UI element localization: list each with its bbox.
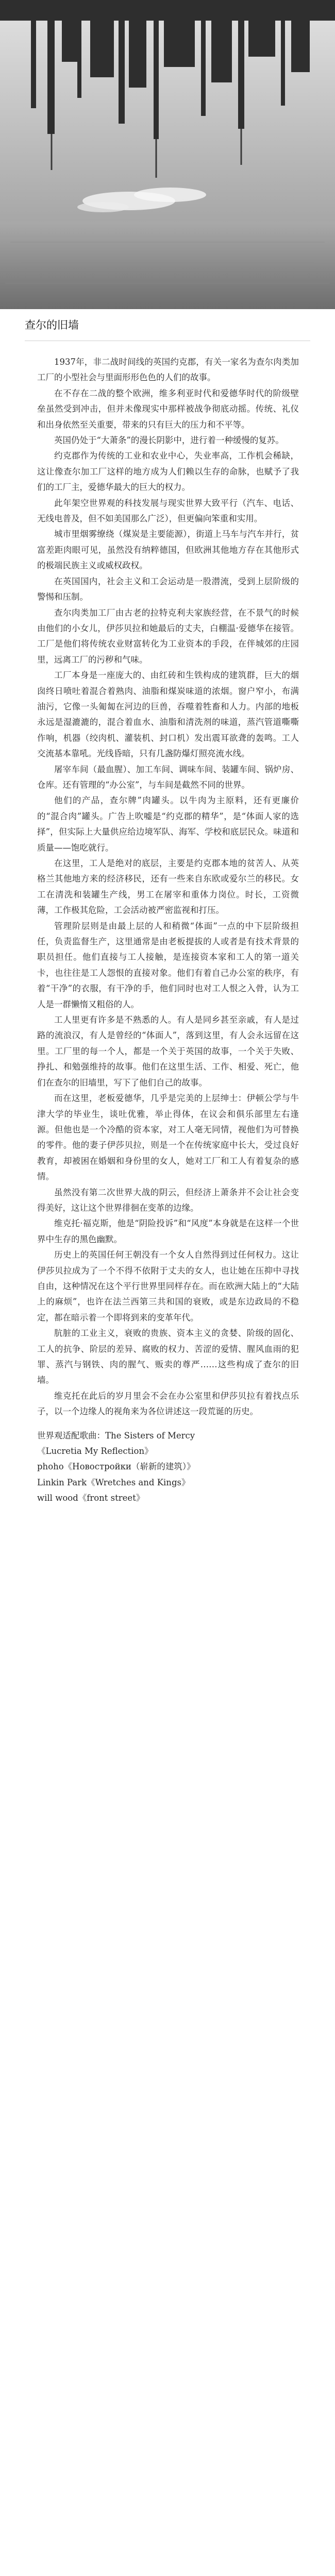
credit-song: 《Lucretia My Reflection》 bbox=[37, 1446, 153, 1456]
credit-song: phoho《Новостройки（崭新的建筑）》 bbox=[37, 1462, 195, 1472]
paragraph: 屠宰车间（最血腥）、加工车间、调味车间、装罐车间、锅炉房、仓库。还有管理的“办公室”，与车间是截然不同的世界。 bbox=[37, 764, 299, 790]
article-body bbox=[0, 354, 335, 1506]
paragraph: 在英国国内，社会主义和工会运动是一股潜流，受到上层阶级的警惕和压制。 bbox=[37, 576, 299, 602]
paragraph: 在不存在二战的整个欧洲，维多利亚时代和爱德华时代的阶级壁垒虽然受到冲击，但并未像现实中那样被战争彻底动摇。传统、礼仪和出身依然至关重要，带来的只有巨大的压力和不平等。 bbox=[37, 388, 299, 430]
paragraph: 肮脏的工业主义，衰败的贵族、资本主义的贪婪、阶级的固化、工人的抗争、阶层的差异、腐败的权力、苦涩的爱情、腥风血雨的犯罪、蒸汽与钢铁、肉的腥气、贩卖的尊严……这些构成了查尔的旧墙。 bbox=[37, 1328, 299, 1385]
article bbox=[0, 317, 335, 1506]
paragraph: 历史上的英国任何王朝没有一个女人自然得到过任何权力。这让伊莎贝拉成为了一个不得不依附于丈夫的女人，也让她在压抑中寻找自由，这种情况在这个平行世界里同样存在。而在欧洲大陆上的“大陆上的麻烦”，也许在法兰西第三共和国的衰败，或是东边政局的不稳定，都在暗示着一个即将到来的变革年代。 bbox=[37, 1250, 299, 1323]
paragraph: 维克托在此后的岁月里会不会在办公室里和伊莎贝拉有着找点乐子，以一个边缘人的视角来为各位讲述这一段荒诞的历史。 bbox=[37, 1391, 299, 1417]
credits-heading: 世界观适配歌曲：The Sisters of Mercy bbox=[37, 1430, 195, 1440]
industrial-reflection-image bbox=[0, 0, 335, 309]
hero-image bbox=[0, 0, 335, 309]
song-credits bbox=[37, 1428, 299, 1506]
paragraph: 英国仍处于“大萧条”的漫长阴影中，进行着一种缓慢的复苏。 bbox=[54, 435, 284, 446]
paragraph: 维克托·福克斯，他是“阴险投诉”和“风度”本身就是在这样一个世界中生存的黑色幽默。 bbox=[37, 1218, 299, 1244]
paragraph: 管理阶层则是由最上层的人和稍微“体面”一点的中下层阶级担任，负责监督生产，这里通常是由老板提拔的人或者是有技术背景的职员担任。他们直接与工人接触，是连接资本家和工人的第一道关卡，也往往是工人怨恨的直接对象。他们有着自己办公室的秩序，有着“干净”的衣服，有干净的手，他们同时也对工人恨之入骨，认为工人是一群懒惰又粗俗的人。 bbox=[37, 921, 299, 1009]
paragraph: 此年架空世界观的科技发展与现实世界大致平行（汽车、电话、无线电普及，但不如美国那么广泛），但更偏向笨重和实用。 bbox=[37, 498, 299, 524]
paragraph: 城市里烟雾缭绕（煤炭是主要能源），街道上马车与汽车并行，贫富差距肉眼可见，虽然没有纳粹德国，但欧洲其他地方存在其他形式的极端民族主义或威权政权。 bbox=[37, 529, 299, 571]
credit-song: will wood《front street》 bbox=[37, 1493, 145, 1503]
article-title: 查尔的旧墙 bbox=[25, 319, 79, 331]
paragraph: 约克郡作为传统的工业和农业中心，失业率高，工作机会稀缺，这让像查尔加工厂这样的地方成为人们赖以生存的命脉，也赋予了我们的工厂主，爱德华最大的巨大的权力。 bbox=[37, 451, 299, 493]
paragraph: 而在这里，老板爱德华，几乎是完美的上层绅士：伊顿公学与牛津大学的毕业生，谈吐优雅，举止得体，在议会和俱乐部里左右逢源。但他也是一个冷酷的资本家，对工人毫无同情，视他们为可替换的零件。他的妻子伊莎贝拉，则是一个在传统家庭中长大，受过良好教育，却被困在婚姻和身份里的女人，她对工厂和工人有着复杂的感情。 bbox=[37, 1093, 299, 1182]
paragraph: 工人里更有许多是不熟悉的人。有人是同乡甚至亲戚，有人是过路的流浪汉，有人是曾经的“体面人”，落到这里，有人会永远留在这里。工厂里的每一个人，都是一个关于英国的故事，一个关于失败、挣扎、和勉强维持的故事。他们在这里生活、工作、相爱、死亡，他们在查尔的旧墙里，写下了他们自己的故事。 bbox=[37, 1015, 299, 1088]
credit-song: Linkin Park《Wretches and Kings》 bbox=[37, 1477, 190, 1487]
paragraph: 1937年，非二战时间线的英国约克郡，有关一家名为查尔肉类加工厂的小型社会与里面形形色色的人们的故事。 bbox=[37, 357, 299, 383]
paragraph: 查尔肉类加工厂由古老的拉特克利夫家族经营，在不景气的时候由他们的小女儿，伊莎贝拉和她最后的丈夫，白棚温·爱德华在接管。工厂是他们将传统农业财富转化为工业资本的手段，在伴城郊的庄园里，远离工厂的污秽和气味。 bbox=[37, 607, 299, 665]
paragraph: 工厂本身是一座庞大的、由红砖和生铁构成的建筑群，巨大的烟囱终日喷吐着混合着熟肉、油脂和煤炭味道的浓烟。窗户窄小，布满油污，它像一头匍匐在河边的巨兽，吞噬着牲畜和人力。内部的地板永远是湿漉漉的，混合着血水、油脂和清洗剂的味道，蒸汽管道嘶嘶作响，机器（绞肉机、灌装机、封口机）发出震耳欲聋的轰鸣。工人交流基本靠吼。光线昏暗，只有几盏防爆灯照亮流水线。 bbox=[37, 670, 299, 759]
paragraph: 虽然没有第二次世界大战的阴云，但经济上萧条并不会让社会变得美好，这让这个世界徘徊在变革的边缘。 bbox=[37, 1187, 299, 1213]
paragraph: 他们的产品，查尔牌”肉罐头。以牛肉为主原料，还有更廉价的“混合肉”罐头。广告上吹嘘是“约克郡的精华”，是“体面人家的选择”，但实际上大量供应给边境军队、海军、学校和底层民众。味道和质量——饱吃就行。 bbox=[37, 795, 299, 853]
paragraph: 在这里，工人是绝对的底层，主要是约克郡本地的贫苦人、从英格兰其他地方来的经济移民，还有一些来自东欧或爱尔兰的移民。女工在清洗和装罐生产线，男工在屠宰和重体力岗位。时长，工资微薄，工作极其危险，工会活动被严密监视和打压。 bbox=[37, 858, 299, 916]
